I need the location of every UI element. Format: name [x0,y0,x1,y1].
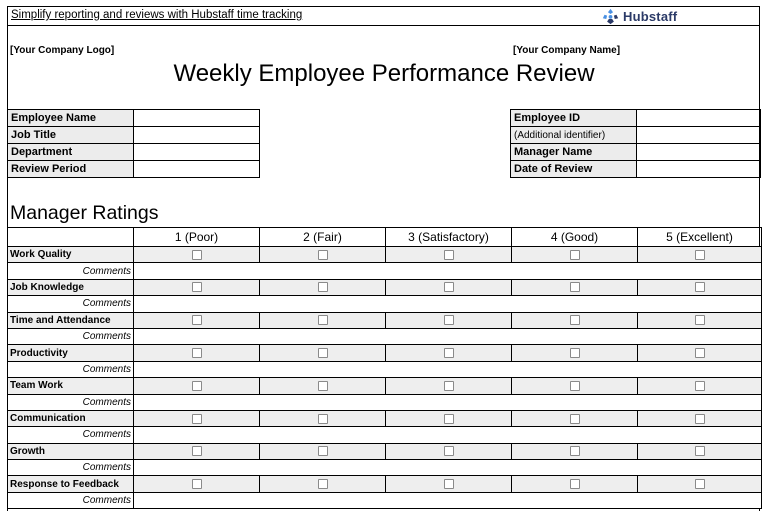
rating-checkbox[interactable] [570,348,580,358]
brand-name: Hubstaff [623,9,678,24]
rating-checkbox[interactable] [444,446,454,456]
rating-checkbox[interactable] [192,250,202,260]
rating-checkbox[interactable] [192,414,202,424]
additional-identifier-field[interactable] [637,127,761,144]
criteria-name: Productivity [8,345,134,361]
rating-cell [386,378,512,394]
comments-field[interactable] [134,394,762,410]
comments-row [8,427,762,443]
info-label: (Additional identifier) [511,127,637,144]
criteria-row [8,476,762,492]
rating-checkbox[interactable] [570,414,580,424]
rating-cell [386,410,512,426]
rating-cell [260,443,386,459]
criteria-row [8,312,762,328]
comments-label: Comments [8,394,134,410]
rating-checkbox[interactable] [695,414,705,424]
criteria-row [8,279,762,295]
rating-cell [638,476,762,492]
rating-cell [260,378,386,394]
comments-label: Comments [8,460,134,476]
date-of-review-field[interactable] [637,161,761,178]
corner-cell [8,228,134,247]
info-row [511,110,761,127]
column-header: 3 (Satisfactory) [386,228,512,247]
rating-checkbox[interactable] [444,381,454,391]
rating-cell [512,476,638,492]
info-row [511,127,761,144]
info-row [511,161,761,178]
page-title: Weekly Employee Performance Review [173,60,595,87]
rating-checkbox[interactable] [695,282,705,292]
rating-cell [638,312,762,328]
criteria-row [8,443,762,459]
column-header: 4 (Good) [512,228,638,247]
comments-label: Comments [8,361,134,377]
criteria-row [8,345,762,361]
rating-cell [386,247,512,263]
comments-label: Comments [8,492,134,508]
rating-checkbox[interactable] [192,315,202,325]
comments-field[interactable] [134,263,762,279]
rating-checkbox[interactable] [192,381,202,391]
rating-checkbox[interactable] [695,381,705,391]
hubstaff-brand[interactable] [602,8,677,25]
column-header: 5 (Excellent) [638,228,762,247]
rating-cell [512,312,638,328]
criteria-row [8,410,762,426]
rating-checkbox[interactable] [695,348,705,358]
rating-checkbox[interactable] [318,282,328,292]
rating-checkbox[interactable] [695,250,705,260]
rating-cell [134,410,260,426]
comments-row [8,263,762,279]
info-label: Review Period [8,161,134,178]
rating-checkbox[interactable] [192,446,202,456]
rating-checkbox[interactable] [318,446,328,456]
column-header: 1 (Poor) [134,228,260,247]
criteria-name: Response to Feedback [8,476,134,492]
comments-label: Comments [8,328,134,344]
rating-checkbox[interactable] [570,446,580,456]
rating-checkbox[interactable] [318,414,328,424]
comments-row [8,361,762,377]
rating-cell [134,476,260,492]
rating-checkbox[interactable] [444,282,454,292]
rating-checkbox[interactable] [318,250,328,260]
ratings-header-row [8,228,762,247]
info-label: Date of Review [511,161,637,178]
info-row [8,161,260,178]
comments-label: Comments [8,296,134,312]
rating-checkbox[interactable] [444,315,454,325]
ratings-table [7,227,762,509]
rating-cell [260,312,386,328]
rating-checkbox[interactable] [695,315,705,325]
rating-checkbox[interactable] [444,348,454,358]
rating-checkbox[interactable] [318,315,328,325]
comments-field[interactable] [134,328,762,344]
comments-field[interactable] [134,460,762,476]
criteria-name: Time and Attendance [8,312,134,328]
rating-cell [512,443,638,459]
rating-checkbox[interactable] [695,479,705,489]
ratings-body [8,228,762,509]
rating-cell [134,345,260,361]
rating-checkbox[interactable] [318,348,328,358]
rating-checkbox[interactable] [192,282,202,292]
rating-cell [386,476,512,492]
rating-checkbox[interactable] [318,381,328,391]
promo-banner [7,6,760,26]
comments-field[interactable] [134,492,762,508]
info-row [8,144,260,161]
criteria-row [8,247,762,263]
rating-cell [386,345,512,361]
rating-cell [134,443,260,459]
rating-checkbox[interactable] [570,250,580,260]
rating-cell [512,378,638,394]
review-info-table [510,109,761,178]
employee-id-field[interactable] [637,110,761,127]
rating-checkbox[interactable] [318,479,328,489]
comments-label: Comments [8,427,134,443]
comments-label: Comments [8,263,134,279]
rating-cell [638,345,762,361]
rating-cell [260,410,386,426]
rating-checkbox[interactable] [570,315,580,325]
promo-link[interactable]: Simplify reporting and reviews with Hubstaff time tracking [11,9,303,21]
rating-cell [638,443,762,459]
comments-row [8,394,762,410]
rating-checkbox[interactable] [570,381,580,391]
rating-cell [638,279,762,295]
comments-field[interactable] [134,296,762,312]
rating-cell [638,247,762,263]
info-label: Manager Name [511,144,637,161]
rating-checkbox[interactable] [192,348,202,358]
criteria-row [8,378,762,394]
rating-cell [134,247,260,263]
manager-name-field[interactable] [637,144,761,161]
section-title: Manager Ratings [10,202,159,224]
rating-cell [386,279,512,295]
rating-checkbox[interactable] [695,446,705,456]
rating-cell [134,312,260,328]
comments-row [8,296,762,312]
rating-cell [260,345,386,361]
info-label: Department [8,144,134,161]
rating-checkbox[interactable] [192,479,202,489]
column-header: 2 (Fair) [260,228,386,247]
company-name-placeholder: [Your Company Name] [513,45,621,56]
rating-checkbox[interactable] [570,282,580,292]
info-label: Job Title [8,127,134,144]
rating-cell [134,378,260,394]
comments-field[interactable] [134,427,762,443]
rating-cell [512,410,638,426]
info-row [511,144,761,161]
comments-row [8,492,762,508]
review-period-field[interactable] [134,161,260,178]
criteria-name: Job Knowledge [8,279,134,295]
comments-row [8,460,762,476]
rating-cell [386,443,512,459]
rating-cell [260,247,386,263]
comments-field[interactable] [134,361,762,377]
info-label: Employee ID [511,110,637,127]
rating-cell [134,279,260,295]
info-row [8,110,260,127]
rating-checkbox[interactable] [444,250,454,260]
rating-cell [638,378,762,394]
info-label: Employee Name [8,110,134,127]
criteria-name: Communication [8,410,134,426]
rating-cell [512,345,638,361]
job-title-field[interactable] [134,127,260,144]
employee-info-table [7,109,260,178]
rating-checkbox[interactable] [570,479,580,489]
criteria-name: Team Work [8,378,134,394]
employee-name-field[interactable] [134,110,260,127]
criteria-name: Work Quality [8,247,134,263]
comments-row [8,328,762,344]
rating-checkbox[interactable] [444,414,454,424]
rating-cell [512,279,638,295]
company-logo-placeholder: [Your Company Logo] [10,45,115,56]
rating-checkbox[interactable] [444,479,454,489]
hubstaff-logo-icon [602,8,619,25]
info-row [8,127,260,144]
rating-cell [638,410,762,426]
criteria-name: Growth [8,443,134,459]
department-field[interactable] [134,144,260,161]
rating-cell [260,279,386,295]
rating-cell [386,312,512,328]
rating-cell [512,247,638,263]
rating-cell [260,476,386,492]
